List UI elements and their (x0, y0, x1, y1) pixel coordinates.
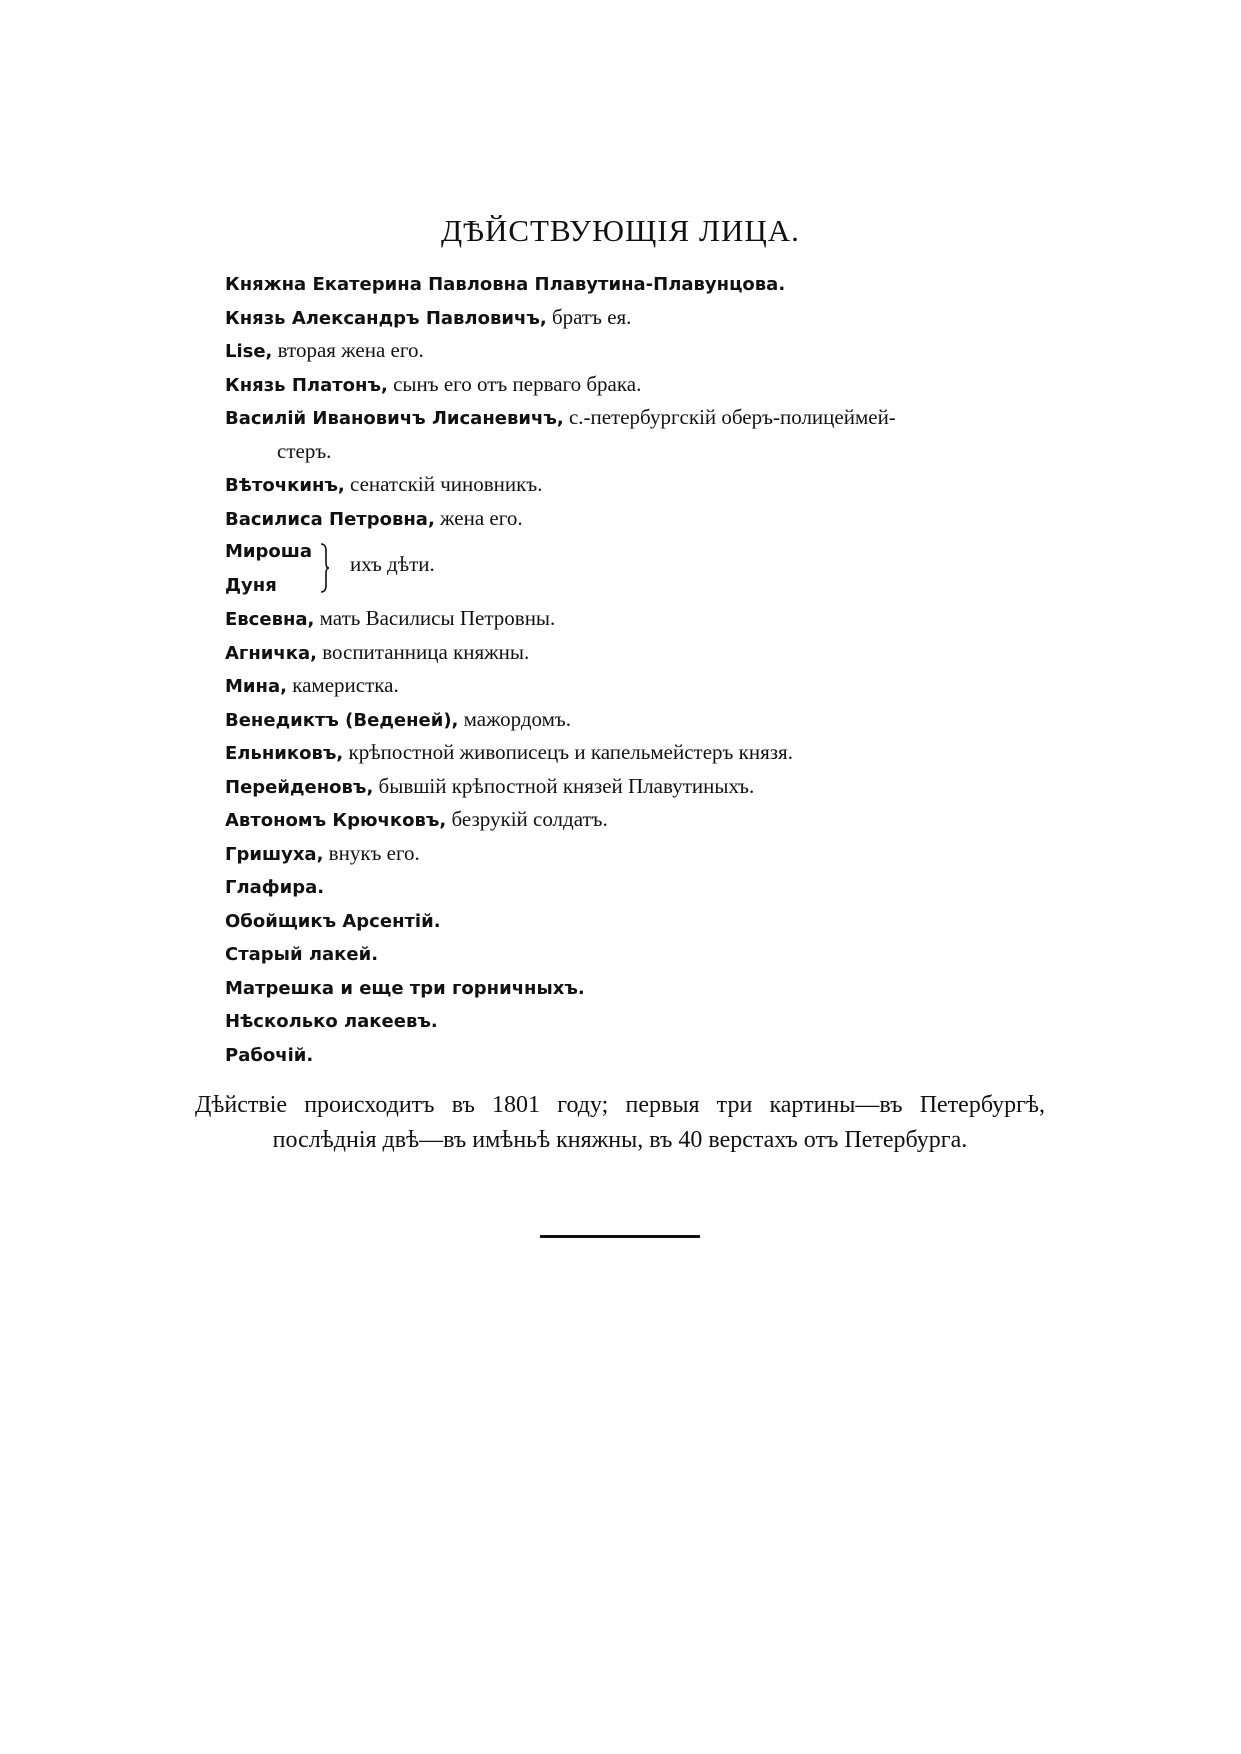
cast-entry (225, 368, 1045, 402)
brace-icon (320, 543, 330, 593)
cast-entry (225, 334, 1045, 368)
cast-desc: камеристка. (286, 673, 399, 697)
cast-entry (225, 971, 1045, 1005)
cast-entry (225, 502, 1045, 536)
cast-desc: с.-петербургскій оберъ-полицеймей- (563, 405, 896, 429)
cast-entry (225, 703, 1045, 737)
cast-name: Мина, (225, 676, 287, 697)
cast-desc: мажордомъ. (458, 706, 571, 731)
setting-paragraph: Дѣйствіе происходитъ въ 1801 году; первыя три картины—въ Петербургѣ, послѣднія двѣ—въ имѣньѣ княжны, въ 40 верстахъ отъ Петербурга. (195, 1092, 1045, 1153)
cast-desc: вторая жена его. (272, 338, 424, 362)
cast-desc: сынъ его отъ перваго брака. (387, 371, 642, 396)
cast-desc: крѣпостной живописецъ и капельмейстеръ князя. (343, 740, 793, 764)
cast-desc: бывшій крѣпостной князей Плавутиныхъ. (373, 773, 755, 798)
cast-entry (225, 770, 1045, 804)
cast-name: Глафира. (225, 877, 325, 898)
cast-entry (225, 736, 1045, 770)
cast-entry (225, 803, 1045, 837)
child-name: Мироша (225, 541, 313, 562)
cast-name: Василій Ивановичъ Лисаневичъ, (225, 408, 564, 429)
children-names (225, 535, 312, 602)
cast-desc: стеръ. (277, 438, 332, 463)
cast-name: Матрешка и еще три горничныхъ. (225, 977, 585, 999)
cast-desc: жена его. (434, 505, 523, 530)
cast-name: Нѣсколько лакеевъ. (225, 1011, 438, 1032)
cast-entry (225, 1038, 1045, 1072)
cast-name: Вѣточкинъ, (225, 475, 345, 496)
cast-entry (225, 669, 1045, 703)
divider-rule (540, 1235, 700, 1238)
cast-name: Рабочій. (225, 1044, 314, 1066)
cast-entry (225, 602, 1045, 636)
cast-name: Василиса Петровна, (225, 508, 435, 530)
cast-entry (225, 401, 1045, 435)
cast-name: Автономъ Крючковъ, (225, 810, 447, 831)
cast-entry (225, 267, 1045, 301)
cast-name: Князь Платонъ, (225, 374, 388, 396)
cast-name: Князь Александръ Павловичъ, (225, 307, 547, 329)
cast-desc: братъ ея. (546, 304, 632, 329)
cast-desc: безрукій солдатъ. (446, 807, 608, 831)
child-name: Дуня (225, 574, 277, 596)
cast-name: Гришуха, (225, 843, 324, 865)
cast-name: Княжна Екатерина Павловна Плавутина-Плавунцова. (225, 274, 786, 295)
cast-entry (225, 301, 1045, 335)
cast-desc: мать Василисы Петровны. (314, 606, 556, 630)
cast-entry (225, 937, 1045, 971)
cast-entry (225, 837, 1045, 871)
cast-name: Перейденовъ, (225, 776, 374, 798)
cast-name: Венедиктъ (Веденей), (225, 709, 459, 731)
cast-name: Агничка, (225, 642, 317, 664)
cast-entry (225, 468, 1045, 502)
cast-desc: сенатскій чиновникъ. (344, 472, 543, 496)
cast-entry (225, 870, 1045, 904)
cast-list (225, 267, 1045, 1071)
cast-name: Lise, (225, 341, 273, 362)
cast-name: Обойщикъ Арсентій. (225, 910, 441, 932)
children-desc: ихъ дѣти. (350, 552, 435, 576)
cast-entry (225, 1004, 1045, 1038)
children-group (225, 535, 1045, 602)
cast-desc: воспитанница княжны. (316, 639, 530, 664)
cast-name: Евсевна, (225, 609, 315, 630)
page-title: ДѢЙСТВУЮЩІЯ ЛИЦА. (441, 213, 800, 248)
cast-entry (225, 636, 1045, 670)
cast-entry-continuation (225, 435, 1045, 469)
cast-name: Старый лакей. (225, 944, 379, 965)
cast-name: Ельниковъ, (225, 743, 344, 764)
cast-entry (225, 904, 1045, 938)
cast-desc: внукъ его. (323, 840, 420, 865)
